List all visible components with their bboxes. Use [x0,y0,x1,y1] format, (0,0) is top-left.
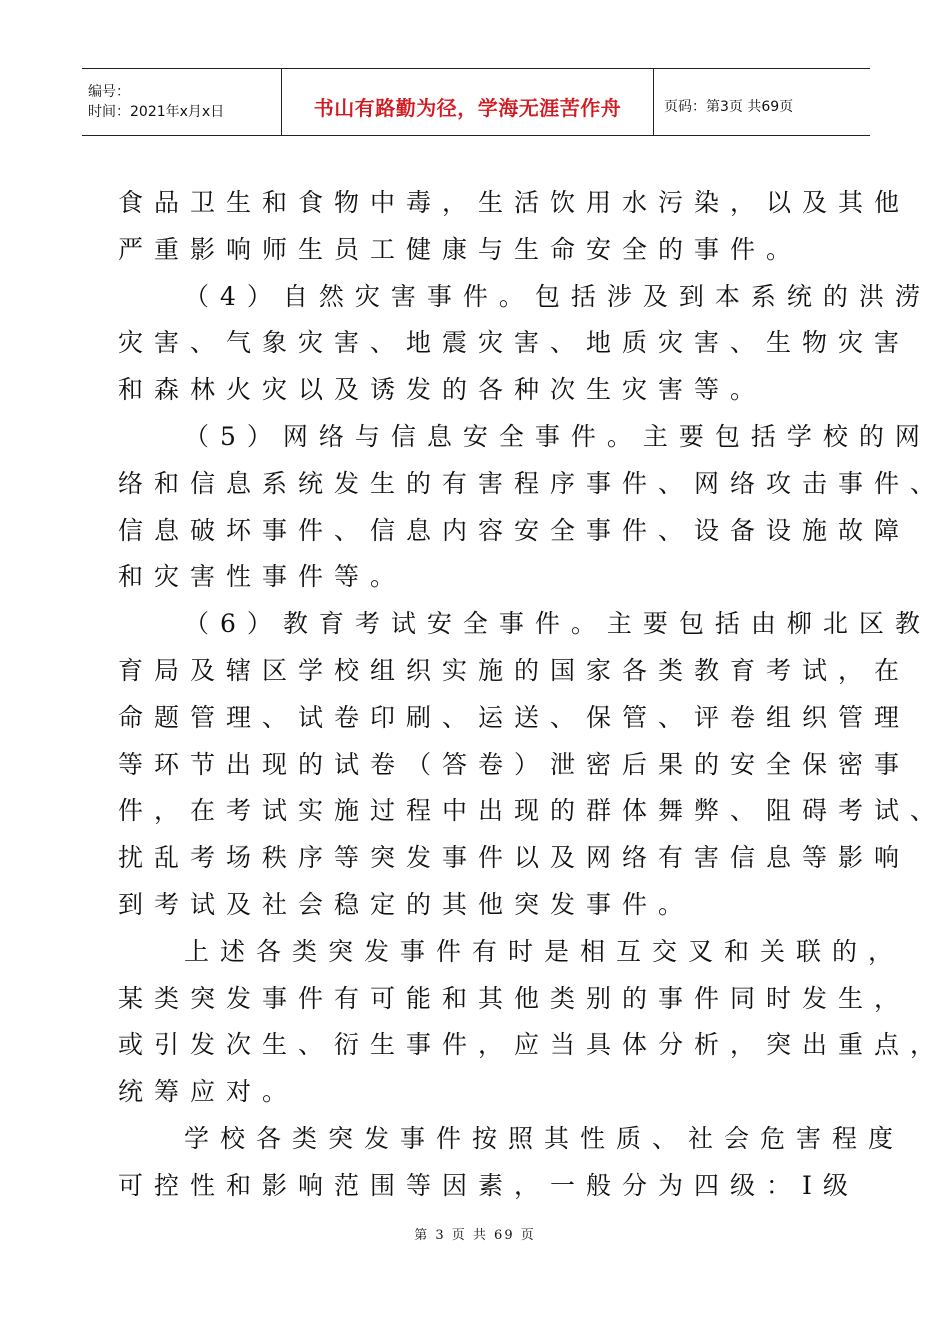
document-body [118,183,947,1213]
header-page-code: 页码：第3页 共69页 [664,99,794,115]
paragraph-line: 等环节出现的试卷（答卷）泄密后果的安全保密事 [118,749,911,779]
paragraph-line: 和灾害性事件等。 [118,562,407,592]
paragraph-line: 或引发次生、衍生事件，应当具体分析，突出重点， [118,1030,947,1060]
document-header [82,68,870,136]
page-footer: 第 3 页 共 69 页 [414,1228,536,1243]
paragraph-first-line: （6）教育考试安全事件。主要包括由柳北区教 [184,609,931,639]
paragraph-line: 络和信息系统发生的有害程序事件、网络攻击事件、 [118,468,947,498]
document-time-label: 时间：2021年x月x日 [88,104,225,120]
paragraph-first-line: 学校各类突发事件按照其性质、社会危害程度 [184,1123,905,1153]
paragraph-line: 严重影响师生员工健康与生命安全的事件。 [118,234,803,264]
paragraph-line: 命题管理、试卷印刷、运送、保管、评卷组织管理 [118,702,911,732]
paragraph-first-line: （5）网络与信息安全事件。主要包括学校的网 [184,421,931,451]
header-info-cell [82,69,282,135]
paragraph-line: 和森林火灾以及诱发的各种次生灾害等。 [118,375,767,405]
paragraph-line: 到考试及社会稳定的其他突发事件。 [118,889,695,919]
paragraph-first-line: （4）自然灾害事件。包括涉及到本系统的洪涝 [184,281,931,311]
paragraph-line: 灾害、气象灾害、地震灾害、地质灾害、生物灾害 [118,328,911,358]
paragraph-first-line: 上述各类突发事件有时是相互交叉和关联的， [184,936,905,966]
paragraph-line: 信息破坏事件、信息内容安全事件、设备设施故障 [118,515,911,545]
header-motto-cell [282,69,654,135]
document-number-label: 编号： [88,84,130,100]
paragraph-line: 食品卫生和食物中毒，生活饮用水污染，以及其他 [118,188,911,217]
paragraph-line: 统筹应对。 [118,1077,299,1107]
paragraph-line: 扰乱考场秩序等突发事件以及网络有害信息等影响 [118,843,911,873]
header-motto: 书山有路勤为径，学海无涯苦作舟 [313,95,622,120]
paragraph-line: 件，在考试实施过程中出现的群体舞弊、阻碍考试、 [118,796,947,826]
paragraph-line: 育局及辖区学校组织实施的国家各类教育考试，在 [118,655,911,685]
header-page-cell [654,69,870,135]
paragraph-line: 可控性和影响范围等因素，一般分为四级：Ⅰ级 [118,1170,859,1200]
paragraph-line: 某类突发事件有可能和其他类别的事件同时发生， [118,983,911,1013]
